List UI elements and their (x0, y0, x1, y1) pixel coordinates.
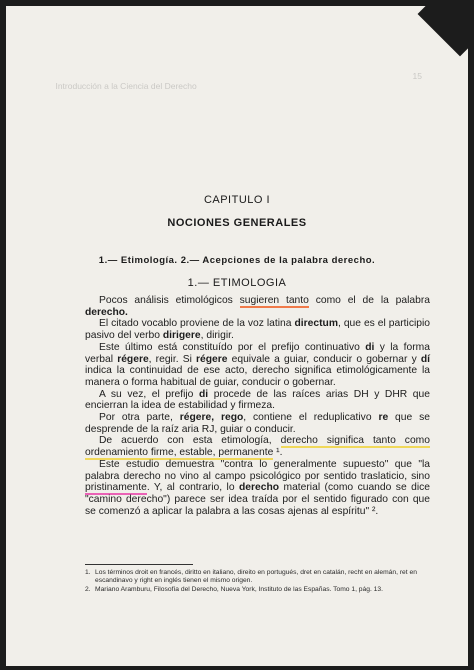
paragraph (85, 435, 430, 458)
bold-term: dí (420, 353, 431, 365)
chapter-label: CAPITULO I (203, 194, 271, 206)
chapter-title: NOCIONES GENERALES (167, 217, 307, 229)
text-run: material (como cuando se dice "camino derecho") parece ser idea traída por el sentido figurado con que se comenzó a aplicar la palabra a las cosas ajenas al espíritu" ². (85, 482, 430, 517)
section-heading: 1.— ETIMOLOGIA (187, 277, 287, 289)
text-run: procede de las raíces arias DH y DHR que encierran la idea de estabilidad y firmeza. (85, 388, 430, 412)
text-run: Por otra parte, (99, 412, 180, 424)
text-run: equivale a guiar, conducir o gobernar y (227, 353, 421, 365)
text-run: . Y, al contrario, lo (146, 482, 239, 494)
text-run: Este último está constituído por el prefijo continuativo (99, 341, 366, 353)
bold-term: re (378, 412, 389, 424)
bold-term: derecho (239, 482, 280, 494)
bold-term: directum (294, 318, 338, 330)
paragraph (85, 318, 430, 341)
bold-term: régere, rego (179, 412, 244, 424)
bold-term: dirigere (162, 330, 201, 342)
text-run: que se desprende de la raíz aria RJ, guiar o conducir. (85, 412, 430, 435)
bold-term: di (365, 341, 375, 353)
highlighted-text: sugieren tanto (239, 295, 309, 306)
ghost-page-number: 15 (412, 72, 422, 81)
footnote-divider (85, 564, 193, 565)
paragraph (85, 459, 430, 518)
text-run: El citado vocablo proviene de la voz latina (99, 318, 295, 330)
bleed-through-text (46, 72, 426, 152)
footnote-number: 2. (85, 585, 91, 593)
text-run: Este estudio demuestra "contra lo generalmente supuesto" que "la palabra derecho no vino al campo psicológico por sentido traslaticio, sino (85, 458, 430, 482)
paragraph (85, 389, 430, 412)
footnote-number: 1. (85, 569, 91, 576)
footnote-text: Los términos droit en francés, diritto en italiano, direito en portugués, dret en catalán, recht en alemán, ret en escandinavo y right en inglés tienen el mismo origen. (95, 569, 417, 585)
paragraph (85, 295, 430, 318)
text-run: , que es el participio pasivo del verbo (85, 318, 430, 342)
text-run: como el de la palabra (308, 295, 430, 306)
text-run: ¹. (273, 447, 283, 459)
text-run: De acuerdo con esta etimología, (99, 435, 281, 447)
footnotes (85, 564, 430, 594)
body-text (85, 295, 430, 517)
document-page (6, 6, 468, 666)
highlighted-text: pristinamente (85, 482, 147, 494)
toc-line: 1.— Etimología. 2.— Acepciones de la palabra derecho. (98, 255, 376, 266)
text-run: y la forma verbal (85, 341, 430, 365)
paragraph (85, 412, 430, 435)
footnote-text: Mariano Aramburu, Filosofía del Derecho, Nueva York, Instituto de las Españas. Tomo 1, pág. 13. (95, 585, 383, 593)
footnote (85, 586, 430, 594)
bold-term: régere (196, 353, 228, 365)
text-run: Pocos análisis etimológicos (99, 295, 240, 306)
text-run: , dirigir. (200, 330, 234, 342)
bold-term: di (198, 388, 209, 400)
bold-term: derecho. (85, 306, 128, 318)
bold-term: régere (117, 353, 149, 365)
text-run: , regir. Si (148, 353, 196, 365)
folded-corner (418, 6, 468, 56)
paragraph (85, 342, 430, 389)
highlighted-text: derecho significa tanto como ordenamiento firme, estable, permanente (85, 435, 430, 459)
text-run: , contiene el reduplicativo (243, 412, 379, 424)
text-run: indica la continuidad de ese acto, derecho significa etimológicamente la manera o forma habitual de guiar, conducir o gobernar. (85, 365, 430, 388)
ghost-header: Introducción a la Ciencia del Derecho (55, 80, 197, 91)
text-run: A su vez, el prefijo (99, 388, 199, 400)
footnote (85, 569, 430, 586)
